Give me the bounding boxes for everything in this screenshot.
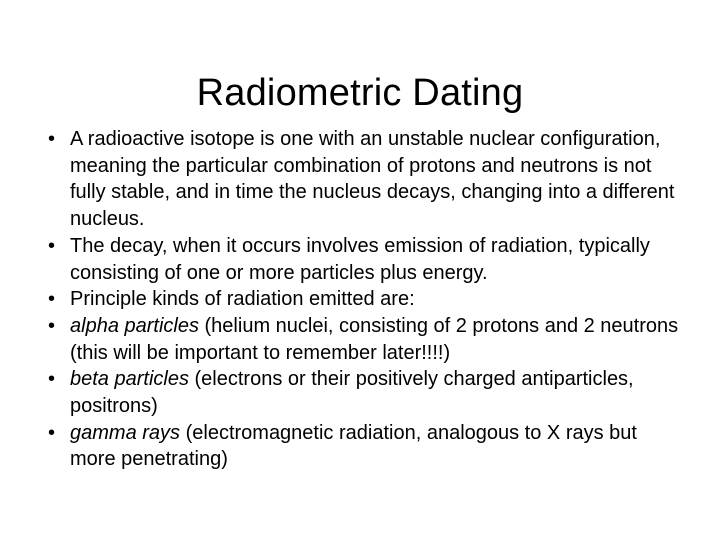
bullet-item bbox=[48, 233, 680, 286]
bullet-text: (electrons or their positively charged antiparticles, positrons) bbox=[70, 368, 634, 418]
bullet-text: (helium nuclei, consisting of 2 protons and 2 neutrons (this will be important to remember later!!!!) bbox=[70, 314, 679, 364]
bullet-lead-term: alpha particles bbox=[70, 314, 199, 337]
bullet-dot: • bbox=[48, 128, 56, 150]
slide-title: Radiometric Dating bbox=[196, 72, 524, 115]
bullet-dot: • bbox=[48, 234, 56, 257]
bullet-item bbox=[48, 286, 680, 313]
bullet-item bbox=[48, 420, 680, 473]
bullet-text: A radioactive isotope is one with an unstable nuclear configuration, meaning the particular combination of protons and neutrons is not fully stable, and in time the nucleus decays, changing into a different nucleus. bbox=[70, 128, 675, 231]
bullet-dot: • bbox=[48, 288, 56, 311]
bullet-lead-term: gamma rays bbox=[70, 421, 181, 444]
bullet-item bbox=[48, 313, 680, 366]
bullet-lead-term: beta particles bbox=[70, 368, 189, 391]
bullet-dot: • bbox=[48, 314, 56, 337]
bullet-text: (electromagnetic radiation, analogous to X rays but more penetrating) bbox=[70, 421, 637, 471]
bullet-dot: • bbox=[48, 368, 56, 391]
bullet-item bbox=[48, 126, 680, 233]
bullet-list bbox=[48, 126, 680, 473]
bullet-item bbox=[48, 366, 680, 419]
bullet-dot: • bbox=[48, 421, 56, 444]
bullet-text: The decay, when it occurs involves emission of radiation, typically consisting of one or more particles plus energy. bbox=[70, 234, 650, 284]
bullet-text: Principle kinds of radiation emitted are: bbox=[70, 288, 415, 311]
